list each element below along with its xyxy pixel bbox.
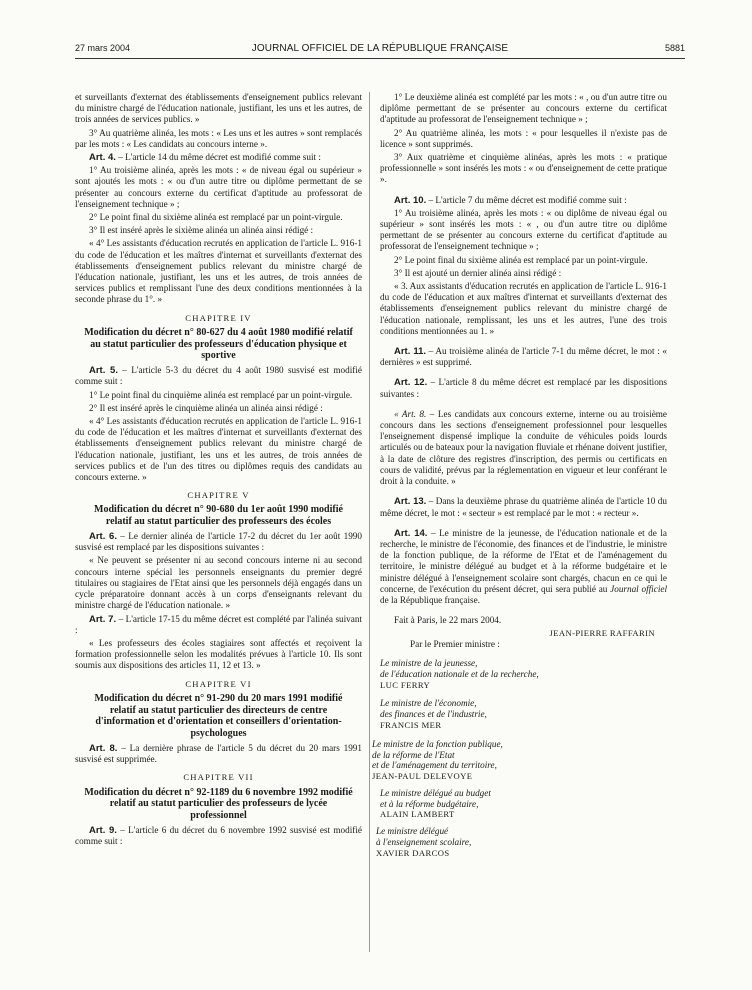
signature-title: de l'éducation nationale et de la recherche, (380, 668, 539, 679)
chapter-title: Modification du décret n° 90-680 du 1er août 1990 modifié relatif au statut particulier des professeurs des écoles (94, 504, 343, 528)
paragraph: « 3. Aux assistants d'éducation recrutés en application de l'article L. 916-1 du code de l'éducation et aux maîtres d'internat et surveillants d'externat des établissements d'enseignement publics relevant du ministre chargé de l'éducation nationale, remplissant, les uns et les autres, l'une des trois conditions mentionnées au 1. » (380, 281, 667, 336)
paragraph: « Les professeurs des écoles stagiaires sont affectés et reçoivent la formation professionnelle selon les modalités prévues à l'article 10. Ils sont soumis aux dispositions des articles 11, 12 et 13. » (75, 637, 362, 671)
column-divider (369, 92, 370, 952)
signature-title: et de l'aménagement du territoire, (372, 760, 497, 771)
paragraph: 3° Aux quatrième et cinquième alinéas, après les mots : « pratique professionnelle » sont insérés les mots : « ou d'enseignement de cette pratique ». (380, 152, 667, 185)
prime-minister-name: JEAN-PIERRE RAFFARIN (549, 628, 655, 639)
chapter-title: Modification du décret n° 92-1189 du 6 novembre 1992 modifié relatif au statut particulier des professeurs de lycée professionnel (84, 786, 353, 822)
signature-block-2 (380, 698, 667, 730)
signature-name: FRANCIS MER (380, 719, 442, 730)
article-4 (75, 152, 362, 163)
paragraph: 2° Le point final du sixième alinéa est remplacé par un point-virgule. (394, 254, 648, 265)
article-label: Art. 7. (89, 613, 117, 625)
signature-name: XAVIER DARCOS (376, 847, 450, 858)
chapter-title: Modification du décret n° 91-290 du 20 mars 1991 modifié relatif au statut particulier des directeurs de centre d'information et d'orientation et conseillers d'orientation-psychologues (94, 692, 343, 740)
signature-title: Le ministre délégué (376, 826, 449, 837)
chapter-heading: CHAPITRE IV (185, 312, 252, 323)
article-text: – L'article 14 du même décret est modifié comme suit : (115, 152, 321, 163)
quoted-article-text: – Les candidats aux concours externe, interne ou au troisième concours dans les sections d'enseignement professionnel pour lesquelles l'enseignement dispensé implique la conduite de véhicules poids lourds articulés ou de bateaux pour la navigation fluviale et rhénane doivent justifier, à la date de clôture des registres d'inscription, des permis ou certificats en cours de validité, prévus par la réglementation en vigueur et leur conférant le droit à la conduite. » (380, 408, 668, 487)
paragraph: 2° Il est inséré après le cinquième alinéa un alinéa ainsi rédigé : (89, 402, 323, 413)
signature-title: Le ministre délégué au budget (380, 787, 491, 798)
article-6 (75, 531, 362, 553)
paragraph: 1° Au troisième alinéa, après les mots : « ou diplôme de niveau égal ou supérieur » sont insérés les mots : « , ou d'un autre titre ou diplôme permettant de se présenter au concours externe du certificat d'aptitude au professorat de l'enseignement technique » ; (380, 207, 667, 252)
article-label: Art. 6. (89, 531, 117, 543)
article-13 (380, 496, 667, 518)
paragraph: 3° Au quatrième alinéa, les mots : « Les uns et les autres » sont remplacés par les mots : « Les candidats au concours interne ». (75, 127, 362, 149)
article-label: Art. 11. (394, 346, 427, 358)
signature-title: de la réforme de l'Etat (372, 749, 455, 760)
article-label: Art. 10. (394, 194, 427, 206)
signature-name: JEAN-PAUL DELEVOYE (372, 771, 473, 782)
paragraph: « 4° Les assistants d'éducation recrutés en application de l'article L. 916-1 du code de l'éducation et les maîtres d'internat et surveillants d'externat des établissements d'enseignement publics relevant du ministre chargé de l'éducation nationale, justifiant, les uns et les autres, de trois années de services publics et remplissant l'une des deux conditions mentionnées à la seconde phrase du 1°. » (75, 238, 362, 305)
paragraph: 3° Il est inséré après le sixième alinéa un alinéa ainsi rédigé : (89, 225, 314, 236)
article-text: – L'article 8 du même décret est remplacé par les dispositions suivantes : (380, 377, 667, 399)
left-column (75, 92, 362, 849)
signature-name: LUC FERRY (380, 679, 431, 690)
article-label: Art. 4. (89, 152, 116, 164)
done-at: Fait à Paris, le 22 mars 2004. (394, 615, 502, 626)
article-label: Art. 13. (394, 496, 427, 508)
paragraph: 2° Au quatrième alinéa, les mots : « pour lesquelles il n'existe pas de licence » sont supprimés. (380, 127, 667, 149)
article-14 (380, 528, 667, 606)
paragraph: 1° Au troisième alinéa, après les mots : « de niveau égal ou supérieur » sont ajoutés les mots : « ou d'un autre titre ou diplôme permettant de se présenter au concours externe du certificat d'aptitude au professorat de l'enseignement technique » ; (75, 165, 362, 209)
chapter-heading: CHAPITRE VI (185, 678, 252, 689)
article-text: – L'article 6 du décret du 6 novembre 1992 susvisé est modifié comme suit : (75, 824, 362, 847)
signature-title: des finances et de l'industrie, (380, 709, 487, 720)
article-text: – Au troisième alinéa de l'article 7-1 du même décret, le mot : « dernières » est supprimé. (380, 346, 667, 368)
article-12 (380, 377, 667, 399)
signature-title: et à la réforme budgétaire, (380, 798, 479, 809)
paragraph: 1° Le point final du cinquième alinéa est remplacé par un point-virgule. (89, 389, 353, 400)
header-rule (75, 58, 685, 59)
signature-block-5 (376, 826, 516, 858)
article-text: – Le dernier alinéa de l'article 17-2 du décret du 1er août 1990 susvisé est remplacé par les dispositions suivantes : (75, 531, 362, 553)
article-label: Art. 14. (394, 527, 428, 539)
signature-block-4 (380, 788, 667, 820)
article-text: – L'article 7 du même décret est modifié comme suit : (426, 194, 627, 205)
header-title: JOURNAL OFFICIEL DE LA RÉPUBLIQUE FRANÇAISE (251, 43, 509, 54)
article-text: – L'article 17-15 du même décret est complété par l'alinéa suivant : (75, 613, 362, 635)
chapter-heading: CHAPITRE VII (183, 772, 254, 783)
article-9 (75, 825, 362, 847)
article-10 (380, 195, 667, 206)
paragraph: et surveillants d'externat des établissements d'enseignement publics relevant du ministre chargé de l'éducation nationale, justifiant, les uns et les autres, de trois années de services publics. » (75, 92, 362, 125)
signature-block-1 (380, 658, 667, 690)
header-date: 27 mars 2004 (75, 43, 131, 53)
signature-title: à l'enseignement scolaire, (376, 837, 472, 848)
chapter-heading: CHAPITRE V (187, 490, 250, 501)
article-8 (75, 743, 362, 765)
article-text: – Le ministre de la jeunesse, de l'éducation nationale et de la recherche, le ministre de l'économie, des finances et de l'industrie, le ministre de la fonction publique, de la réforme de l'Etat et de l'aménagement du territoire, le ministre délégué au budget et à la réforme budgétaire et le ministre délégué à l'enseignement scolaire sont chargés, chacun en ce qui le concerne, de l'exécution du présent décret, qui sera publié au (380, 527, 667, 594)
journal-name: Journal officiel (610, 583, 667, 594)
article-5 (75, 365, 362, 387)
paragraph: 2° Le point final du sixième alinéa est remplacé par un point-virgule. (89, 212, 343, 223)
signature-title: Le ministre de la fonction publique, (372, 738, 503, 749)
paragraph: « 4° Les assistants d'éducation recrutés en application de l'article L. 916-1 du code de l'éducation et les maîtres d'internat et surveillants d'externat des établissements d'enseignement publics relevant du ministre chargé de l'éducation nationale, justifiant, les uns et les autres, de trois années de services publics et de l'un des titres ou diplômes requis des candidats au concours externe. » (75, 416, 362, 483)
signature-title: Le ministre de la jeunesse, (380, 657, 478, 668)
right-column (372, 92, 668, 859)
signature-name: ALAIN LAMBERT (380, 809, 455, 820)
quoted-article-label: « Art. 8. (394, 408, 427, 419)
article-text: – L'article 5-3 du décret du 4 août 1980 susvisé est modifié comme suit : (75, 365, 362, 387)
chapter-title: Modification du décret n° 80-627 du 4 août 1980 modifié relatif au statut particulier des professeurs d'éducation physique et sportive (84, 326, 353, 362)
paragraph: 1° Le deuxième alinéa est complété par les mots : « , ou d'un autre titre ou diplôme permettant de se présenter au concours externe du certificat d'aptitude au professorat de l'enseignement technique » ; (380, 92, 667, 125)
signature-block-3 (372, 739, 562, 782)
article-text-end: de la République française. (380, 594, 480, 605)
article-text: – Dans la deuxième phrase du quatrième alinéa de l'article 10 du même décret, le mot : « secteur » est remplacé par le mot : « recteur ». (380, 496, 667, 518)
prime-minister-by: Par le Premier ministre : (410, 639, 500, 650)
paragraph: « Ne peuvent se présenter ni au second concours interne ni au second concours interne spécial les personnels enseignants du premier degré titulaires ou stagiaires de l'Etat ainsi que les personnels déjà engagés dans un cycle préparatoire donnant accès à un corps d'enseignants relevant du ministre chargé de l'éducation nationale. » (75, 555, 362, 611)
article-11 (380, 346, 667, 368)
paragraph: 3° Il est ajouté un dernier alinéa ainsi rédigé : (394, 267, 562, 278)
article-label: Art. 12. (394, 377, 428, 389)
header-page-number: 5881 (664, 43, 685, 53)
article-label: Art. 9. (89, 824, 117, 836)
page-header (75, 43, 685, 57)
article-7 (75, 614, 362, 636)
article-label: Art. 5. (89, 365, 118, 377)
article-text: – La dernière phrase de l'article 5 du décret du 20 mars 1991 susvisé est supprimée. (75, 742, 362, 765)
signature-title: Le ministre de l'économie, (380, 698, 477, 709)
article-label: Art. 8. (89, 742, 118, 754)
article-8-new-text (380, 409, 667, 487)
